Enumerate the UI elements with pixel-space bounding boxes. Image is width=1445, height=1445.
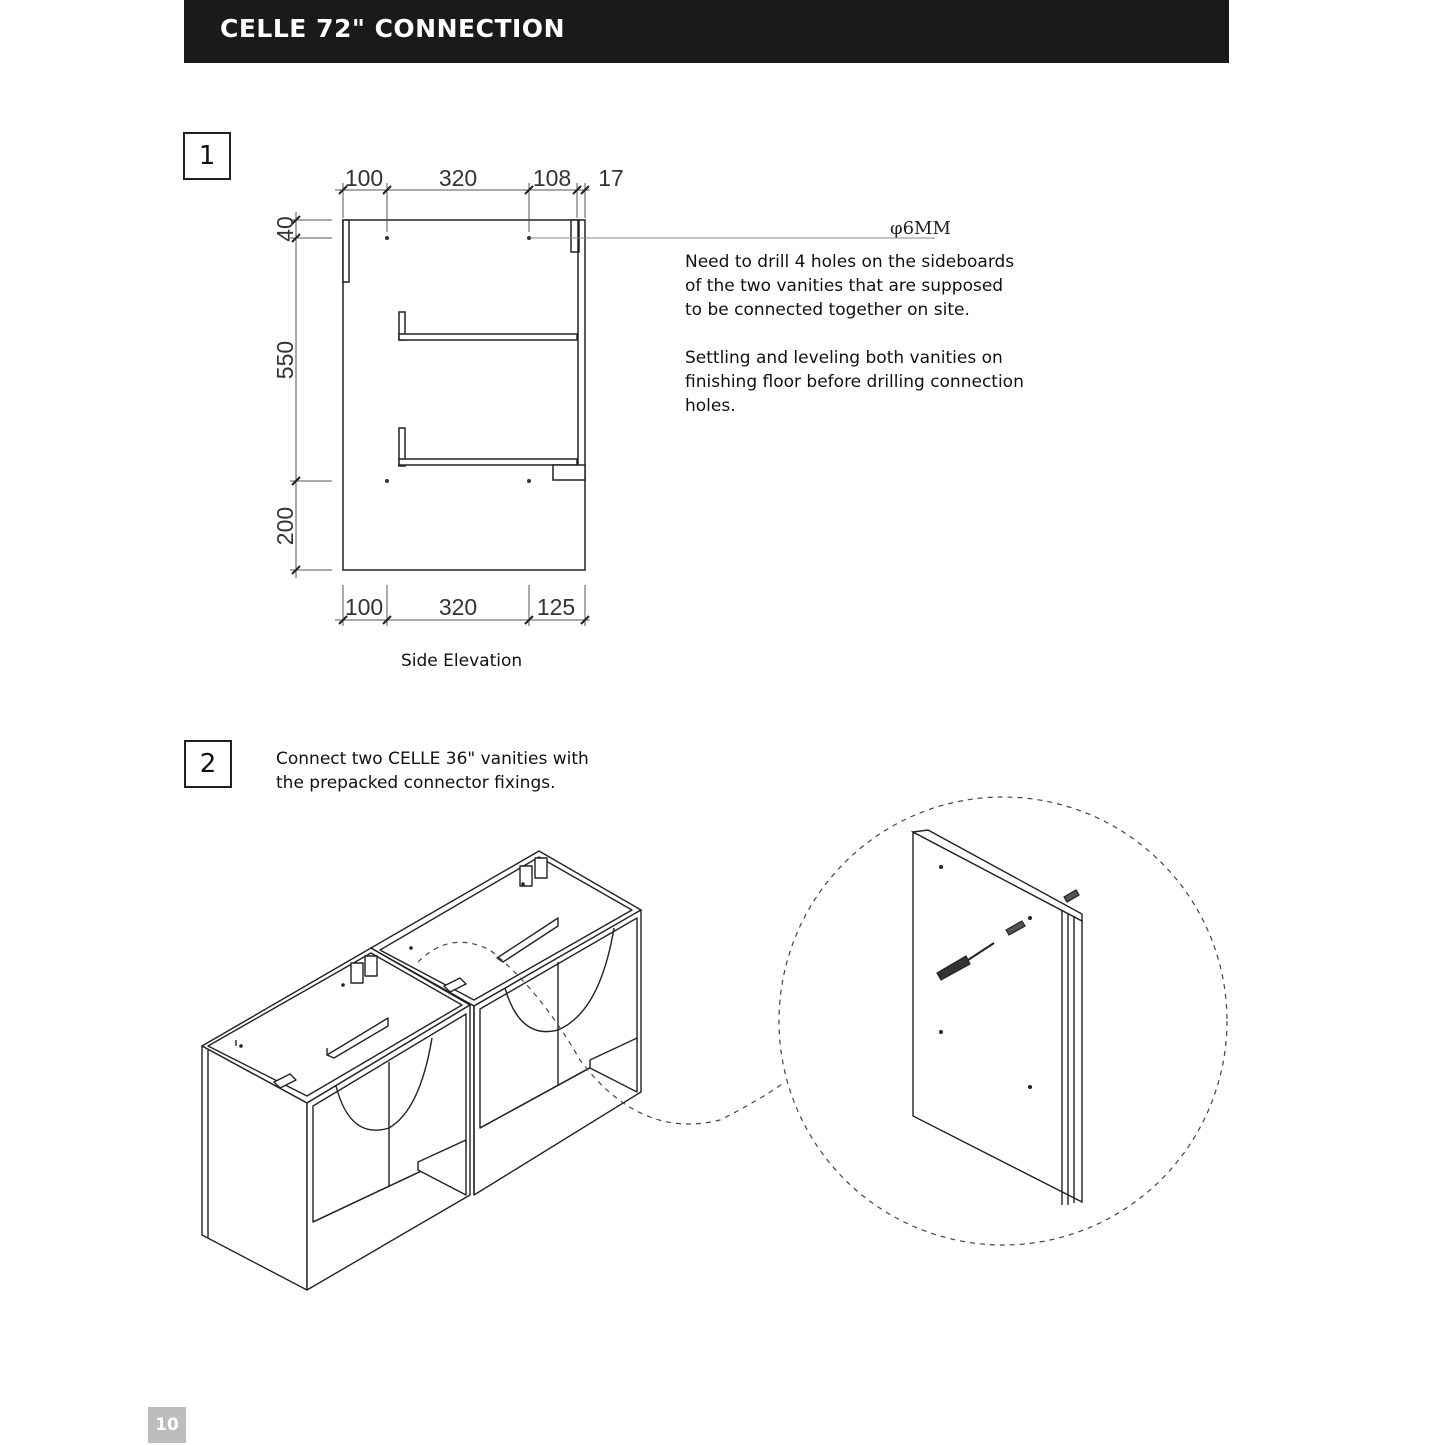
dim-bottom-1: 100 [344, 594, 384, 620]
side-elevation-caption: Side Elevation [401, 651, 523, 671]
drawer-2-bottom [399, 459, 577, 465]
dimension-ticks [292, 186, 589, 624]
dim-top-3: 108 [532, 165, 572, 191]
dim-left-1: 40 [272, 216, 298, 242]
step-2-badge [184, 740, 232, 788]
dim-bottom-3: 125 [536, 594, 576, 620]
step-1-instructions [685, 250, 1025, 418]
drawer-1-bottom [399, 334, 577, 340]
page-title: CELLE 72" CONNECTION [220, 14, 565, 43]
dim-top-2: 320 [438, 165, 478, 191]
detail-side-panel [913, 830, 1082, 1205]
dim-left-3: 200 [272, 506, 298, 546]
side-panel-outline [343, 220, 585, 570]
step-1-instruction-2: Settling and leveling both vanities on finishing floor before drilling connection holes. [685, 348, 1024, 416]
vanity-assembly-drawing [202, 851, 641, 1290]
dim-top-1: 100 [344, 165, 384, 191]
step-2-number: 2 [199, 749, 217, 779]
page-number: 10 [148, 1407, 186, 1443]
step-2-instruction: Connect two CELLE 36" vanities with the prepacked connector fixings. [276, 749, 589, 793]
hole-size-label: φ6MM [890, 218, 951, 239]
top-left-rail [343, 220, 349, 282]
dim-left-2: 550 [272, 340, 298, 380]
side-elevation-drawing [343, 220, 585, 570]
step-1-instruction-1: Need to drill 4 holes on the sideboards of the two vanities that are supposed to be connected together on site. [685, 252, 1015, 320]
bottom-rail [553, 465, 585, 480]
dim-top-4: 17 [598, 165, 624, 191]
dim-bottom-2: 320 [438, 594, 478, 620]
drill-holes [385, 236, 531, 483]
dimension-lines [290, 183, 590, 626]
step-1-number: 1 [198, 141, 216, 171]
